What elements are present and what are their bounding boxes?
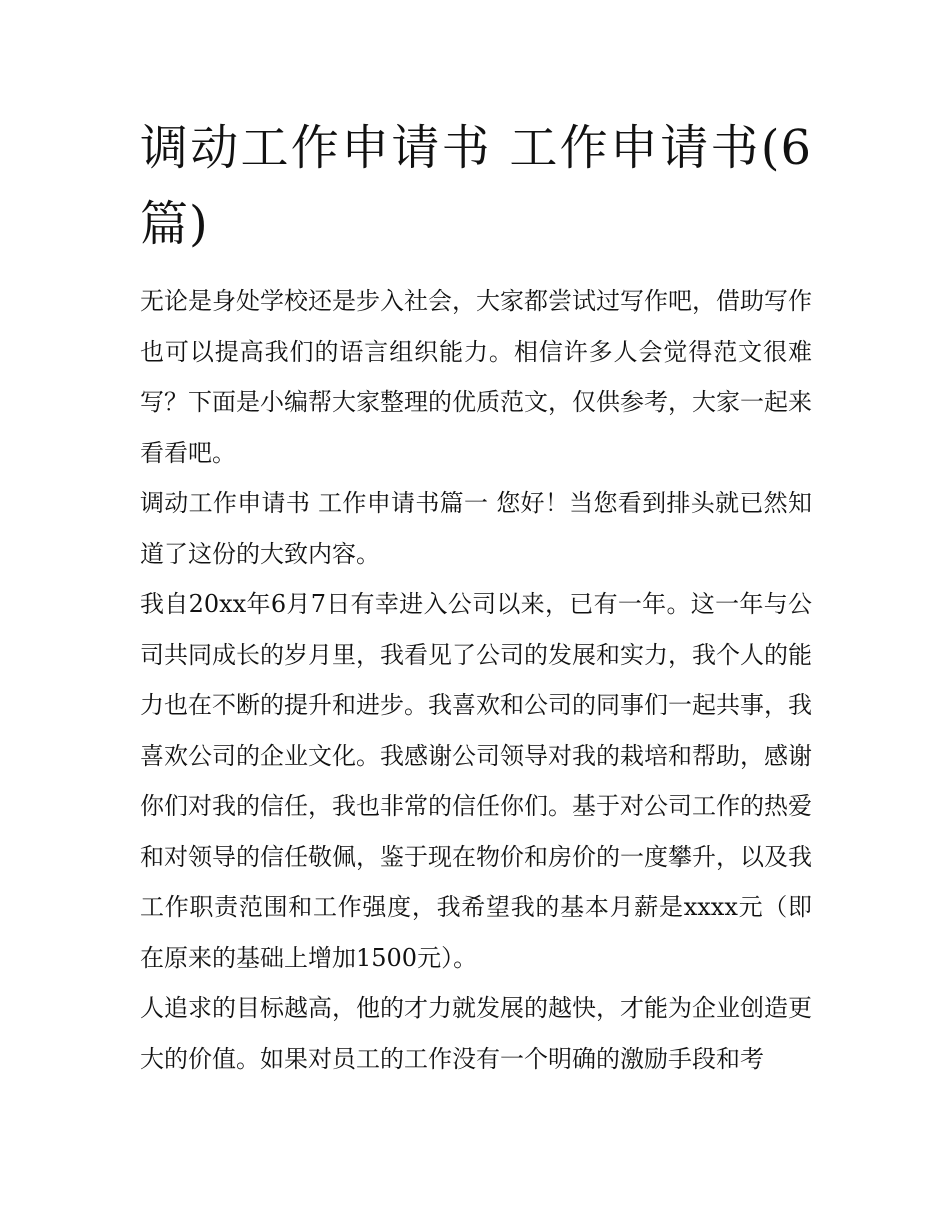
document-page: [140, 110, 812, 1084]
paragraph-body-1: 我自20xx年6月7日有幸进入公司以来，已有一年。这一年与公司共同成长的岁月里，我看见了公司的发展和实力，我个人的能力也在不断的提升和进步。我喜欢和公司的同事们一起共事，我喜欢公司的企业文化。我感谢公司领导对我的栽培和帮助，感谢你们对我的信任，我也非常的信任你们。基于对公司工作的热爱和对领导的信任敬佩，鉴于现在物价和房价的一度攀升，以及我工作职责范围和工作强度，我希望我的基本月薪是xxxx元（即在原来的基础上增加1500元）。: [140, 590, 812, 972]
paragraph-intro: 无论是身处学校还是步入社会，大家都尝试过写作吧，借助写作也可以提高我们的语言组织能力。相信许多人会觉得范文很难写？下面是小编帮大家整理的优质范文，仅供参考，大家一起来看看吧。: [140, 287, 812, 467]
paragraph-body-2: 人追求的目标越高，他的才力就发展的越快，才能为企业创造更大的价值。如果对员工的工作没有一个明确的激励手段和考: [140, 994, 812, 1073]
paragraph-section-heading: 调动工作申请书 工作申请书篇一 您好！当您看到排头就已然知道了这份的大致内容。: [140, 489, 812, 568]
document-title: 调动工作申请书 工作申请书(6篇): [140, 120, 812, 252]
